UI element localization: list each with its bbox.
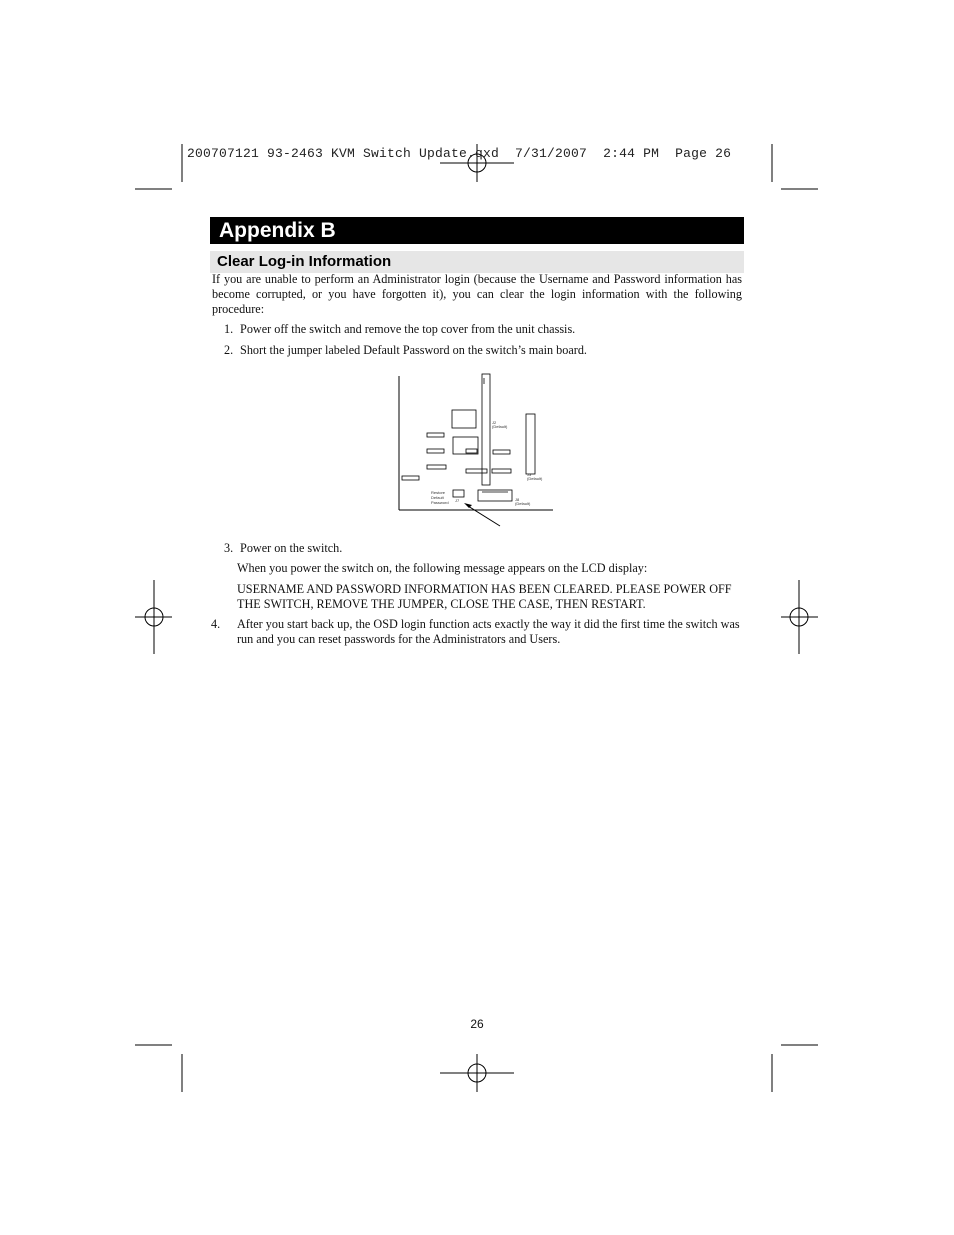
step-text: After you start back up, the OSD login function acts exactly the way it did the first time the switch was run and you can reset passwords for the Administrators and Users. [237, 617, 740, 646]
jumper-label-password: Password [431, 500, 449, 505]
step-number: 4. [211, 617, 221, 631]
step-text: Short the jumper labeled Default Password on the switch’s main board. [240, 343, 587, 357]
j3-id: J3 [527, 472, 532, 477]
intro-paragraph: If you are unable to perform an Administrator login (because the Username and Password information has become corrupted, or you have forgotten it), you can clear the login information with the following procedure: [212, 272, 742, 316]
step-number: 3. [224, 541, 234, 555]
section-title-bar [210, 217, 744, 244]
page-number: 26 [470, 1017, 484, 1031]
j2-id: J2 [492, 420, 497, 425]
jumper-id: J7 [455, 498, 460, 503]
jumper-label-restore: Restore [431, 490, 446, 495]
step-3-note: When you power the switch on, the following message appears on the LCD display: [237, 561, 648, 575]
step-text: Power off the switch and remove the top cover from the unit chassis. [240, 322, 576, 336]
subsection-title: Clear Log-in Information [217, 253, 392, 270]
file-slug: 200707121 93-2463 KVM Switch Update.qxd 7/31/2007 2:44 PM Page 26 [187, 146, 732, 161]
lcd-message: USERNAME AND PASSWORD INFORMATION HAS BEEN CLEARED. PLEASE POWER OFF THE SWITCH, REMOVE THE JUMPER, CLOSE THE CASE, THEN RESTART. [237, 582, 732, 611]
main-board-diagram [396, 372, 556, 528]
subsection-bar [210, 251, 744, 273]
page-title: Appendix B [219, 219, 336, 242]
step-text: Power on the switch. [240, 541, 343, 555]
step-2 [224, 343, 744, 358]
step-4 [211, 617, 756, 647]
j3-sub: (Default) [527, 476, 543, 481]
j2-sub: (Default) [492, 424, 508, 429]
step-number: 1. [224, 322, 234, 336]
connector-id: J8 [515, 497, 520, 502]
connector-sub: (Default) [515, 501, 531, 506]
step-number: 2. [224, 343, 234, 357]
jumper-label-default: Default [431, 495, 444, 500]
step-3 [224, 541, 744, 556]
step-1 [224, 322, 744, 337]
